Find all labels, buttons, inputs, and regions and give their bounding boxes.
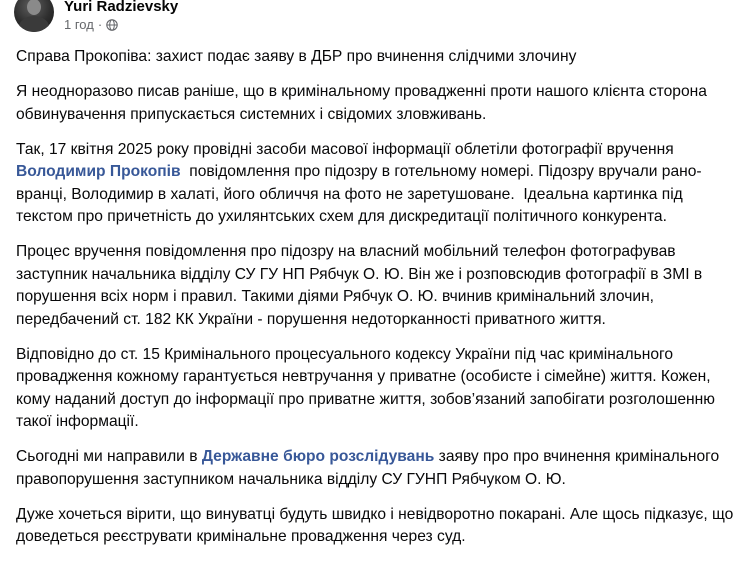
post-timestamp[interactable]: 1 год (64, 17, 94, 32)
post-paragraph: Я неодноразово писав раніше, що в кримінальному провадженні проти нашого клієнта сторона обвинувачення припускається системних і свідомих зловживань. (16, 83, 707, 123)
post-paragraph-title: Справа Прокопіва: захист подає заяву в ДБР про вчинення слідчими злочину (16, 48, 577, 65)
post-paragraph (16, 139, 738, 229)
mention-link-dbr[interactable]: Державне бюро розслідувань (201, 448, 435, 465)
globe-icon[interactable] (106, 19, 118, 31)
post-paragraph: Дуже хочеться вірити, що винуватці будуть швидко і невідворотно покарані. Але щось підказує, що доведеться реєструвати кримінальне провадження через суд. (16, 505, 734, 545)
post-body (16, 46, 738, 561)
meta-separator: · (97, 17, 103, 32)
paragraph-text: заяву про про вчинення кримінального правопорушення заступником начальника відділу СУ ГУНП Рябчуком О. Ю. (16, 448, 720, 488)
post-paragraph: Відповідно до ст. 15 Кримінального процесуального кодексу України під час кримінального провадження кожному гарантується невтручання у приватне (особисте і сімейне) життя. Кожен, кому наданий доступ до інформації про приватне життя, зобов’язаний запобігати розголошенню такої інформації. (16, 345, 715, 430)
mention-link-prokopiv[interactable]: Володимир Прокопів (16, 163, 181, 180)
avatar[interactable] (14, 0, 54, 32)
paragraph-text: Так, 17 квітня 2025 року провідні засоби масової інформації облетіли фотографії вручення (16, 140, 674, 158)
avatar-shoulders (19, 16, 49, 32)
post-paragraph (16, 446, 738, 491)
paragraph-text: Сьогодні ми направили в (16, 448, 202, 465)
avatar-head (27, 0, 41, 15)
author-name[interactable]: Yuri Radzievsky (64, 0, 179, 15)
post-meta (64, 17, 118, 32)
paragraph-text: повідомлення про підозру в готельному номері. Підозру вручали рано-вранці, Володимир в халаті, його обличчя на фото не заретушоване. Ідеальна картинка під текстом про причетність до ухилянтських схем для дискредитації політичного конкурента. (16, 163, 702, 225)
post-header (14, 0, 734, 36)
post-paragraph: Процес вручення повідомлення про підозру на власний мобільний телефон фотографував заступник начальника відділу СУ ГУ НП Рябчук О. Ю. Він же і розповсюдив фотографії в ЗМІ в порушення всіх норм і правил. Такими діями Рябчук О. Ю. вчинив кримінальний злочин, передбачений ст. 182 КК України - порушення недоторканності приватного життя. (16, 243, 703, 328)
